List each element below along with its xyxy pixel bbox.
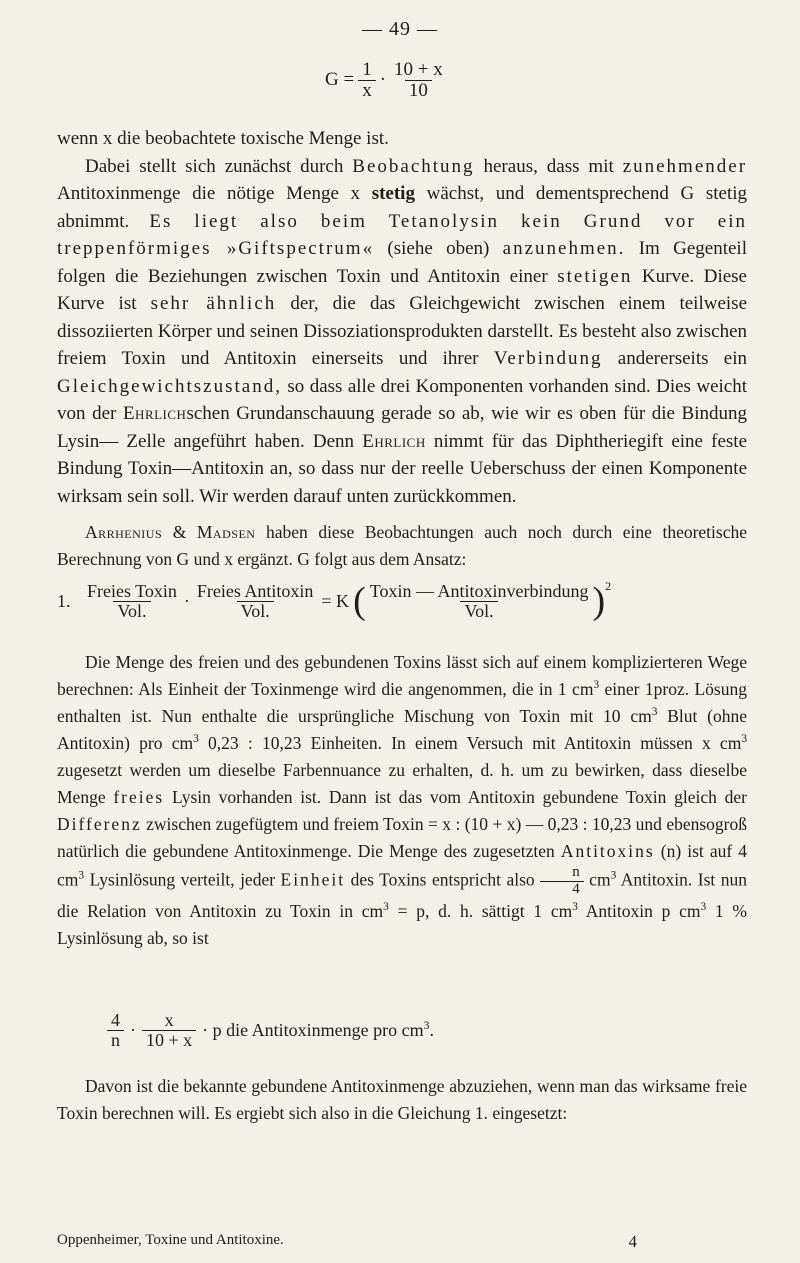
footer-source: Oppenheimer, Toxine und Antitoxine. — [57, 1232, 284, 1248]
fraction-free-toxin: $\frac{\text{Freies Toxin}}{\text{Vol.}}$ — [87, 581, 177, 621]
formula-g: G = $\frac{1}{x}$ · $\frac{10 + x}{10}$ — [325, 60, 447, 101]
fraction-4-over-n: $\frac{4}{n}$ — [107, 1011, 124, 1050]
paragraph-4: Davon ist die bekannte gebundene Antitoxinmenge abzuziehen, wenn man das wirksame freie Toxin berechnen will. Es ergiebt sich also in die Gleichung 1. eingesetzt: — [57, 1076, 747, 1123]
fraction-one-over-x: $\frac{1}{x}$ — [358, 60, 376, 101]
equation-label: 1. — [57, 590, 71, 611]
paragraph-1: wenn x die beobachtete toxische Menge ist. Dabei stellt sich zunächst durch Beobachtung heraus, dass mit zunehmender Antitoxinmenge die nötige Menge x stetig wächst, und dementsprechend G stetig abnimmt. Es liegt also beim Tetanolysin kein Grund vor ein treppenförmiges »Giftspectrum« (siehe oben) anzunehmen. Im Gegenteil folgen die Beziehungen zwischen Toxin und Antitoxin einer stetigen Kurve. Diese Kurve ist sehr ähnlich der, die das Gleichgewicht zwischen einem teilweise dissoziierten Körper und seinen Dissoziationsprodukten darstellt. Es besteht also zwischen freiem Toxin und Antitoxin einerseits und ihrer Verbindung andererseits ein Gleichgewichtszustand, so dass alle drei Komponenten vorhanden sind. Dies weicht von der Ehrlichschen Grundanschauung gerade so ab, wie wir es oben für die Bindung Lysin— Zelle angeführt haben. Denn Ehrlich nimmt für das Diphtheriegift eine feste Bindung Toxin—Antitoxin an, so dass nur der reelle Ueberschuss der einen Komponente wirksam sein soll. Wir werden darauf unten zurückkommen. — [57, 128, 748, 507]
equation-1: 1. $\frac{\text{Freies Toxin}}{\text{Vol.}}$ · $\frac{\text{Freies Antitoxin}}{\text{Vol.}}$ = K ( $\frac{\text{Toxin — Antitoxinverbindung}}{\text{Vol.}}$ ) 2 — [57, 579, 612, 623]
fraction-free-antitoxin: $\frac{\text{Freies Antitoxin}}{\text{Vol.}}$ — [196, 581, 314, 621]
formula-g-lhs: G = — [325, 69, 355, 91]
page-footer — [57, 1232, 747, 1252]
equation-antitoxin-amount: $\frac{4}{n}$ · $\frac{x}{10 + x}$ · p die Antitoxinmenge pro $cm^3$. — [107, 1011, 434, 1050]
page-number: — 49 — — [362, 18, 438, 40]
fraction-compound: $\frac{\text{Toxin — Antitoxinverbindung}}{\text{Vol.}}$ — [369, 581, 589, 621]
paragraph-3: Die Menge des freien und des gebundenen Toxins lässt sich auf einem komplizierteren Wege berechnen: Als Einheit der Toxinmenge wird die angenommen, die in 1 $cm^3$ einer 1proz. Lösung enthalten ist. Nun enthalte die ursprüngliche Mischung von Toxin mit 10 $cm^3$ Blut (ohne Antitoxin) pro $cm^3$ 0,23 : 10,23 Einheiten. In einem Versuch mit Antitoxin müssen x $cm^3$ zugesetzt werden um dieselbe Farbennuance zu erhalten, d. h. um zu bewirken, dass dieselbe Menge freies Lysin vorhanden ist. Dann ist das vom Antitoxin gebundene Toxin gleich der Differenz zwischen zugefügtem und freiem Toxin = x : (10 + x) — 0,23 : 10,23 und ebensogroß natürlich die gebundene Antitoxinmenge. Die Menge des zugesetzten Antitoxins (n) ist auf 4 $cm^3$ Lysinlösung verteilt, jeder Einheit des Toxins entspricht also $\frac{n}{4}$ $cm^3$ Antitoxin. Ist nun die Relation von Antitoxin zu Toxin in $cm^3 = p$, d. h. sättigt 1 $cm^3$ Antitoxin p $cm^3$ 1 % Lysinlösung ab, so ist — [57, 652, 748, 948]
fraction-ten-plus-x: $\frac{10 + x}{10}$ — [394, 59, 443, 101]
fraction-x-over-ten-plus-x: $\frac{x}{10 + x}$ — [142, 1011, 196, 1050]
paragraph-2: Arrhenius & Madsen haben diese Beobachtungen auch noch durch eine theoretische Berechnung von G und x ergänzt. G folgt aus dem Ansatz: — [57, 522, 747, 569]
signature-mark: 4 — [628, 1232, 637, 1251]
fraction-n-over-4: $\frac{n}{4}$ — [540, 865, 584, 898]
